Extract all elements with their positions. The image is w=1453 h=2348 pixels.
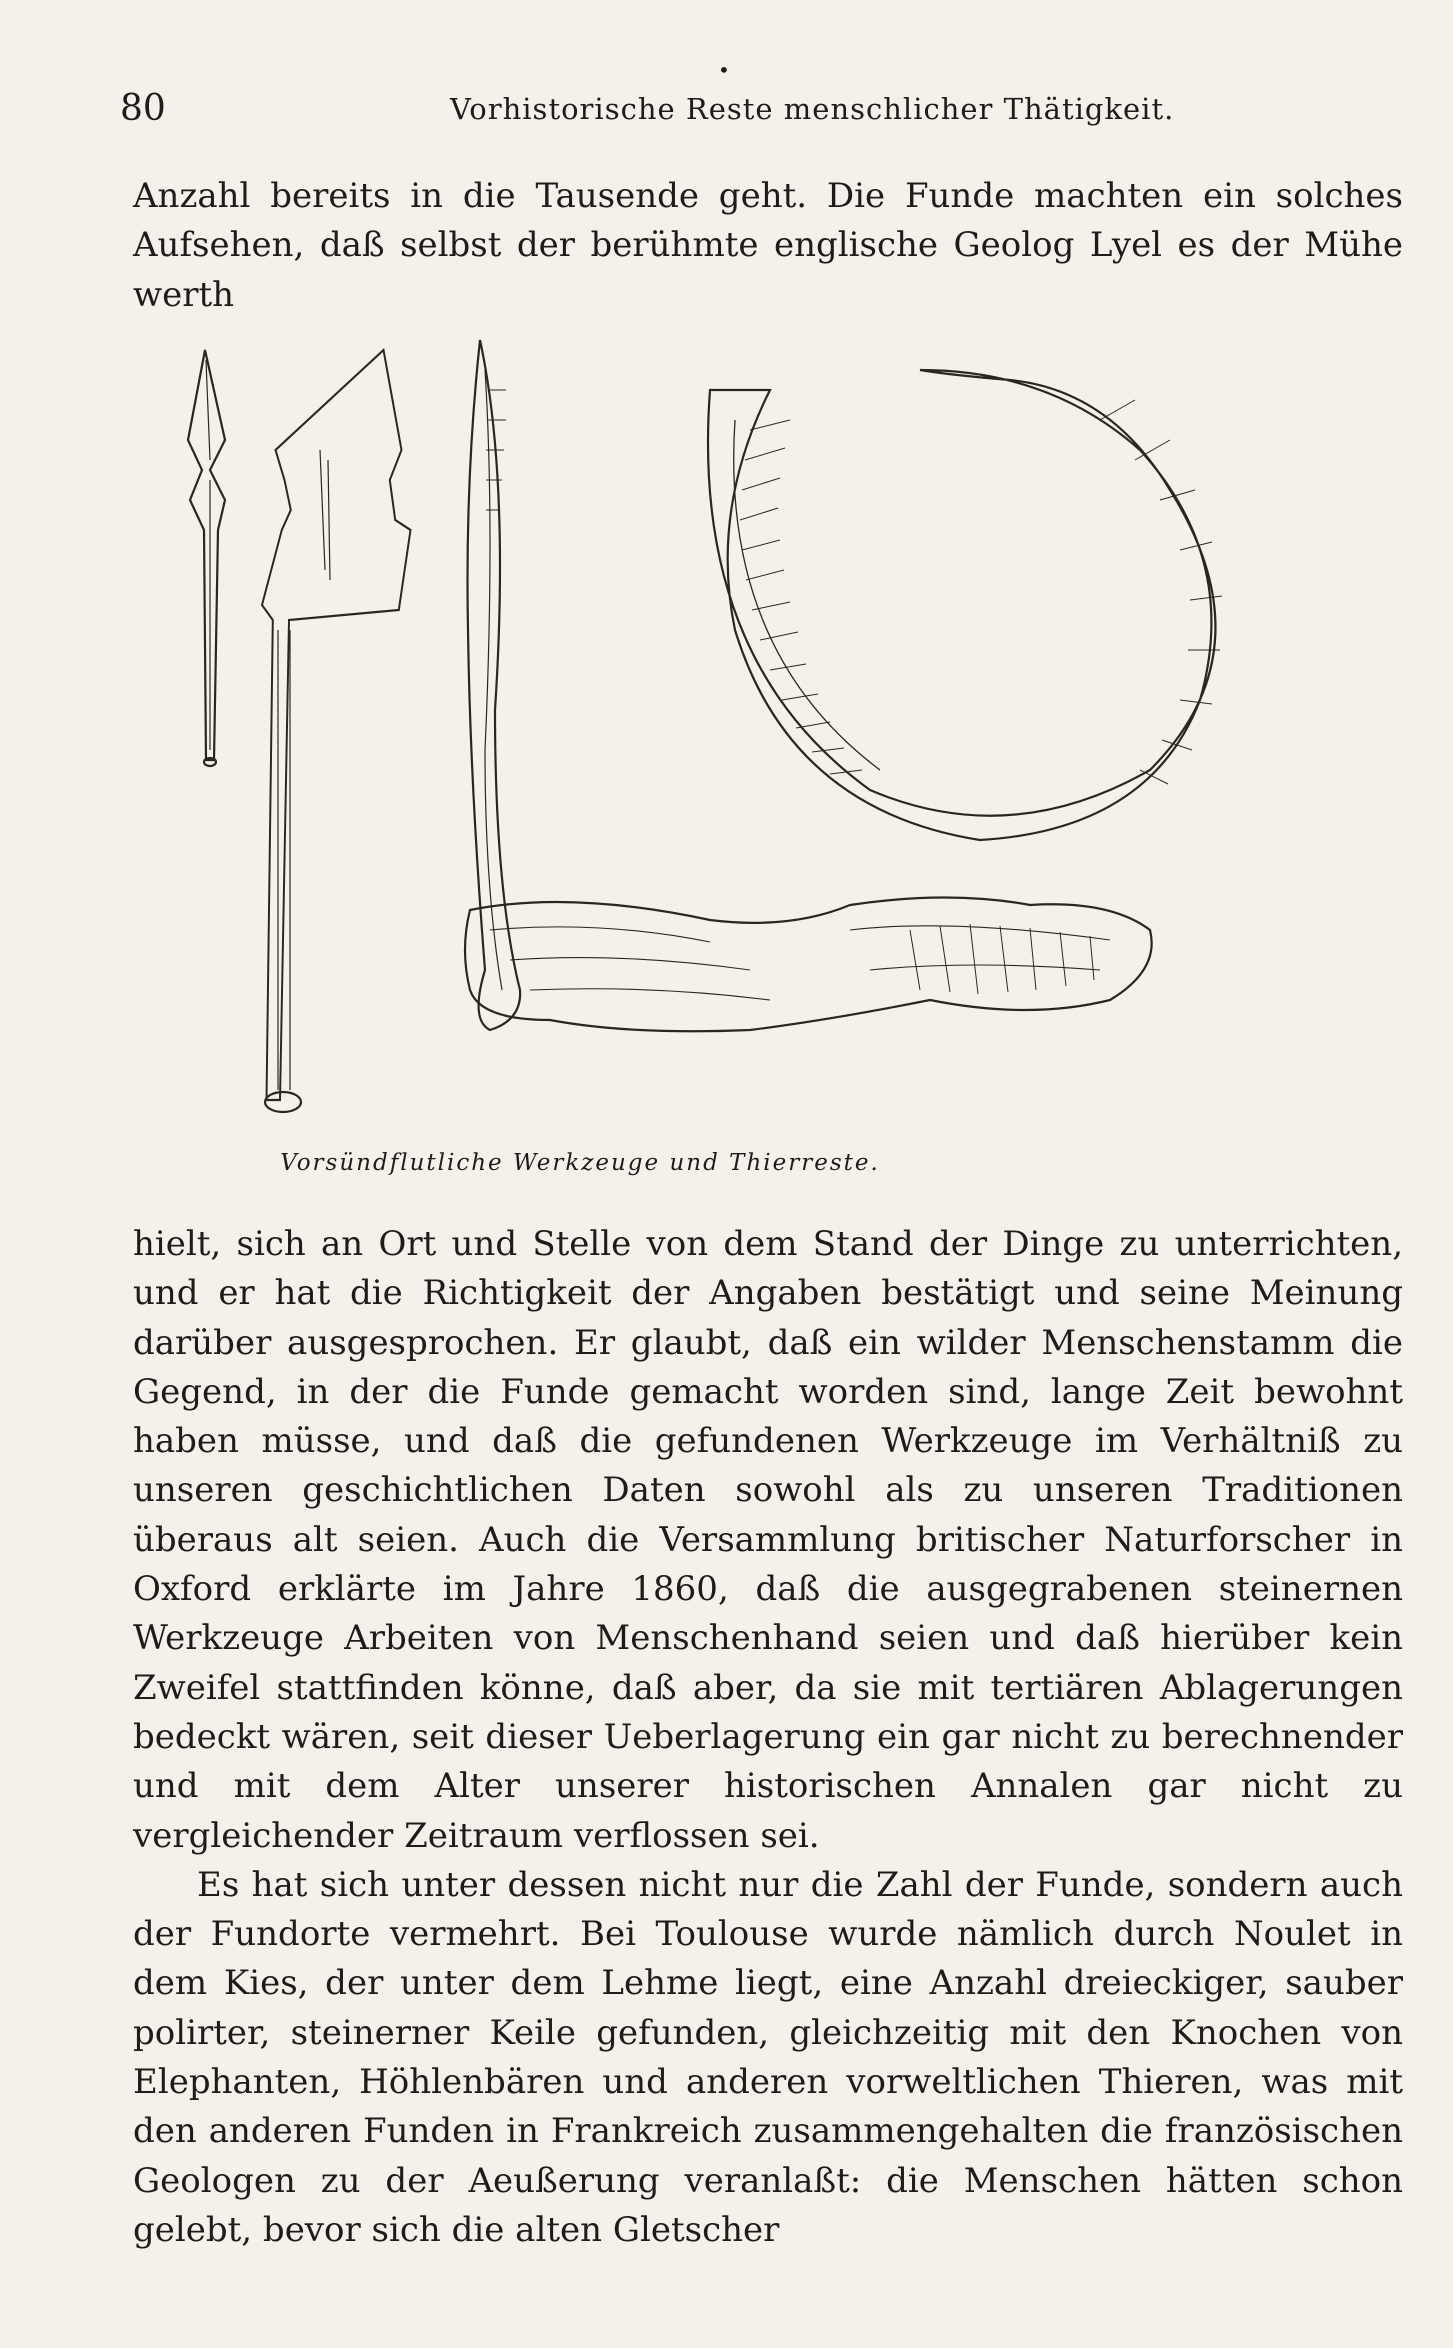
paragraph: Es hat sich unter dessen nicht nur die Zahl der Funde, sondern auch der Fundorte vermehrt. Bei Toulouse wurde nämlich durch Noulet in dem Kies, der unter dem Lehme liegt, eine Anzahl dreieckiger, sauber polirter, steinerner Keile gefunden, gleichzeitig mit den Knochen von Elephanten, Höhlenbären und anderen vorweltlichen Thieren, was mit den anderen Funden in Frankreich zusammengehalten die französischen Geologen zu der Aeußerung veranlaßt: die Menschen hätten schon gelebt, bevor sich die alten Gletscher	[133, 1864, 1403, 2250]
figure-illustration	[150, 330, 1380, 1176]
tools-and-bones-illustration	[150, 330, 1380, 1150]
ornament-dot: •	[718, 58, 730, 82]
lance-tool-icon	[262, 350, 411, 1112]
text-block-bottom	[133, 1220, 1403, 2255]
figure-caption: Vorsündflutliche Werkzeuge und Thierreste.	[280, 1150, 880, 1176]
bone-blade-icon	[468, 340, 521, 1030]
tusk-icon	[708, 370, 1222, 840]
bone-fragment-icon	[465, 898, 1152, 1032]
paragraph: hielt, sich an Ort und Stelle von dem Stand der Dinge zu unterrichten, und er hat die Richtigkeit der Angaben bestätigt und seine Meinung darüber ausgesprochen. Er glaubt, daß ein wilder Menschenstamm die Gegend, in der die Funde gemacht worden sind, lange Zeit bewohnt haben müsse, und daß die gefundenen Werkzeuge im Verhältniß zu unseren geschichtlichen Daten sowohl als zu unseren Traditionen überaus alt seien. Auch die Versammlung britischer Naturforscher in Oxford erklärte im Jahre 1860, daß die ausgegrabenen steinernen Werkzeuge Arbeiten von Menschenhand seien und daß hierüber kein Zweifel stattfinden könne, daß aber, da sie mit tertiären Ablagerungen bedeckt wären, seit dieser Ueberlagerung ein gar nicht zu berechnender und mit dem Alter unserer historischen Annalen gar nicht zu vergleichender Zeitraum verflossen sei.	[133, 1224, 1403, 1856]
paragraph-top: Anzahl bereits in die Tausende geht. Die Funde machten ein solches Aufsehen, daß selbst der berühmte englische Geolog Lyel es der Mühe werth	[133, 176, 1403, 315]
text-block-top	[133, 172, 1403, 320]
running-title: Vorhistorische Reste menschlicher Thätigkeit.	[450, 92, 1175, 126]
page-number: 80	[120, 88, 166, 129]
spear-point-icon	[188, 350, 225, 766]
page-header	[120, 58, 1410, 138]
